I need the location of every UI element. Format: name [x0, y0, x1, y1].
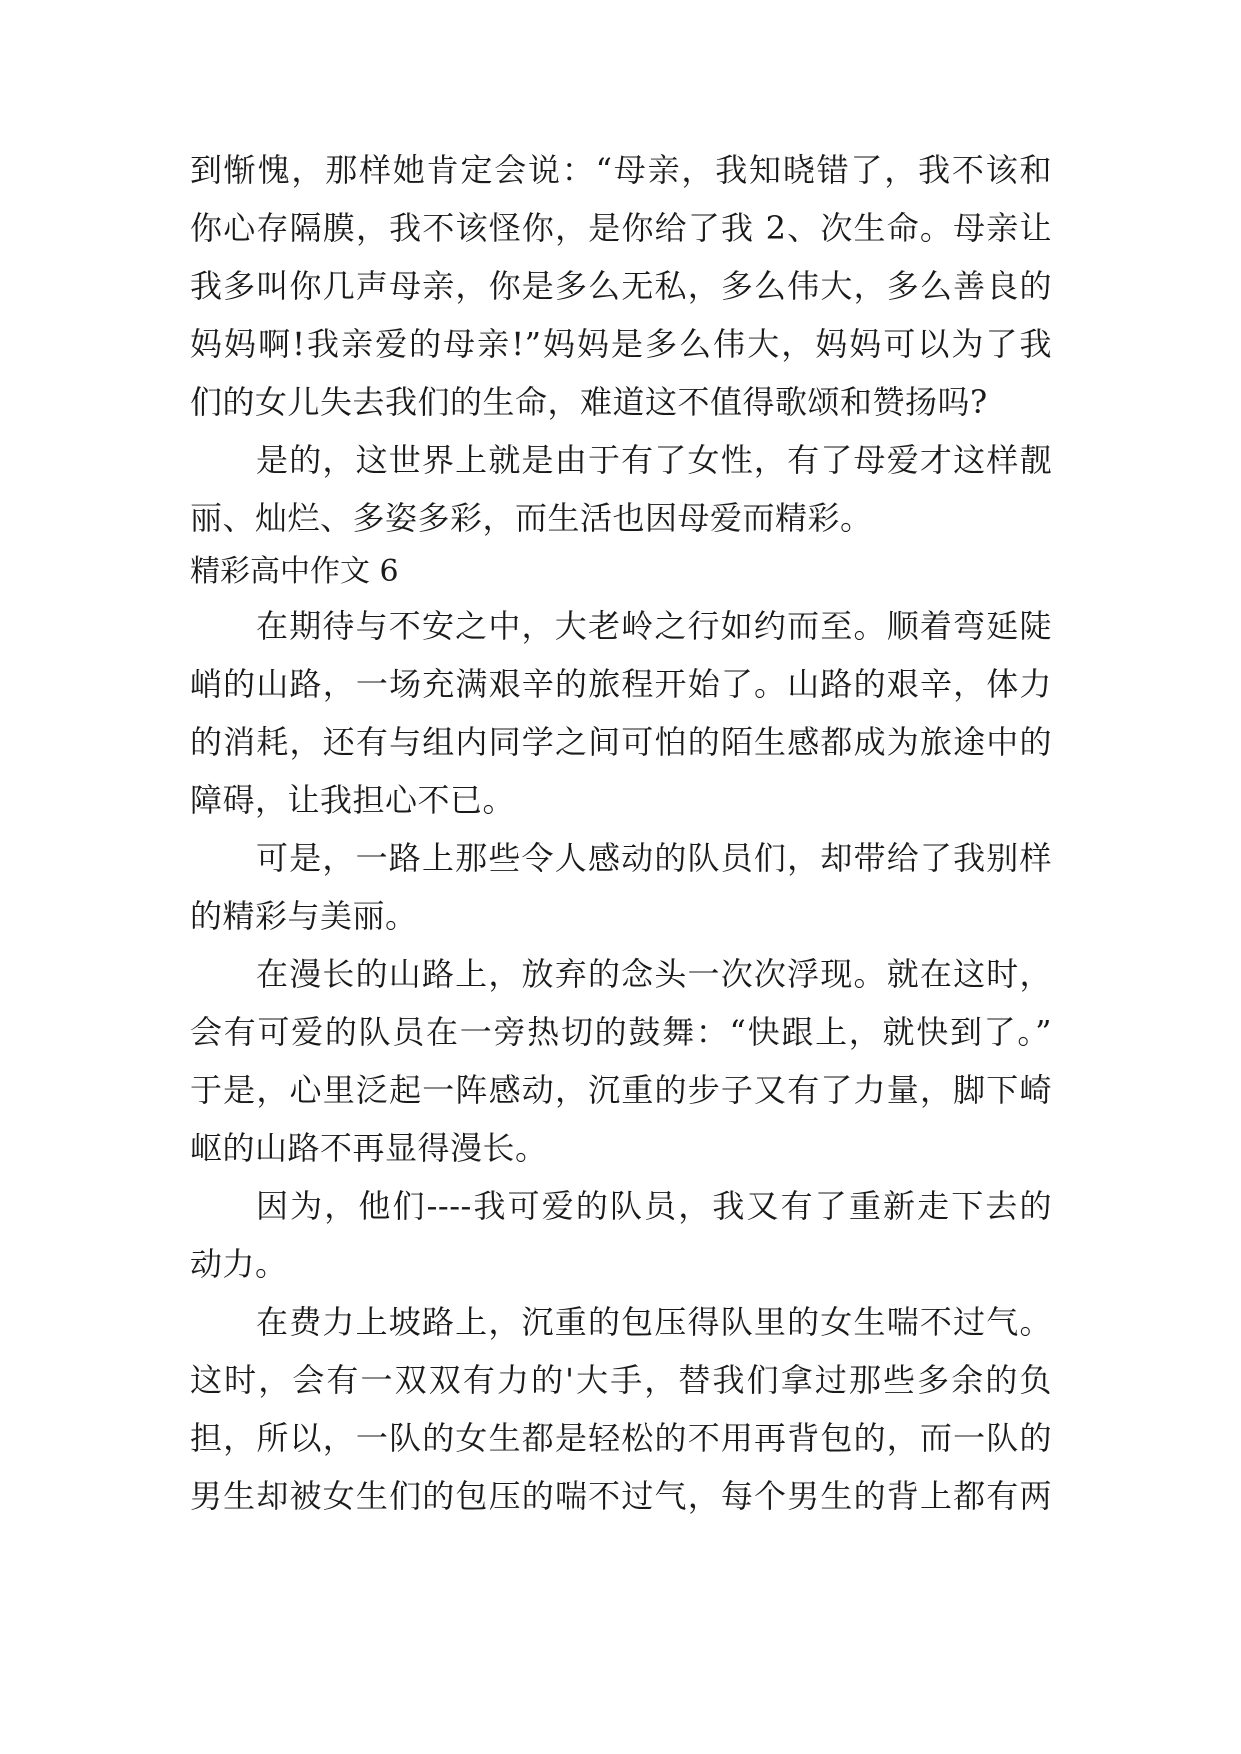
- text-line: 会有可爱的队员在一旁热切的鼓舞：“快跟上，就快到了。”: [190, 1013, 1052, 1051]
- text-line: 峭的山路，一场充满艰辛的旅程开始了。山路的艰辛，体力: [190, 665, 1052, 703]
- paragraph-first-line: 可是，一路上那些令人感动的队员们，却带给了我别样: [256, 839, 1052, 877]
- text-line: 担，所以，一队的女生都是轻松的不用再背包的，而一队的: [190, 1419, 1052, 1457]
- paragraph-first-line: 在漫长的山路上，放弃的念头一次次浮现。就在这时，: [256, 955, 1052, 993]
- section-heading: 精彩高中作文 6: [190, 554, 399, 589]
- text-line: 我多叫你几声母亲，你是多么无私，多么伟大，多么善良的: [190, 267, 1052, 305]
- text-line: 到惭愧，那样她肯定会说：“母亲，我知晓错了，我不该和: [190, 151, 1052, 189]
- text-line: 丽、灿烂、多姿多彩，而生活也因母爱而精彩。: [190, 499, 873, 537]
- text-line: 男生却被女生们的包压的喘不过气，每个男生的背上都有两: [190, 1477, 1052, 1515]
- text-line: 你心存隔膜，我不该怪你，是你给了我 2、次生命。母亲让: [190, 209, 1052, 247]
- text-line: 这时，会有一双双有力的'大手，替我们拿过那些多余的负: [190, 1361, 1052, 1399]
- paragraph-first-line: 在期待与不安之中，大老岭之行如约而至。顺着弯延陡: [256, 607, 1052, 645]
- paragraph-first-line: 在费力上坡路上，沉重的包压得队里的女生喘不过气。: [256, 1303, 1052, 1341]
- paragraph-first-line: 是的，这世界上就是由于有了女性，有了母爱才这样靓: [256, 441, 1052, 479]
- paragraph-first-line: 因为，他们----我可爱的队员，我又有了重新走下去的: [256, 1187, 1052, 1225]
- text-line: 的消耗，还有与组内同学之间可怕的陌生感都成为旅途中的: [190, 723, 1052, 761]
- text-line: 们的女儿失去我们的生命，难道这不值得歌颂和赞扬吗?: [190, 383, 988, 421]
- text-line: 妈妈啊!我亲爱的母亲!”妈妈是多么伟大，妈妈可以为了我: [190, 325, 1052, 363]
- text-line: 动力。: [190, 1245, 288, 1283]
- text-line: 的精彩与美丽。: [190, 897, 418, 935]
- text-line: 于是，心里泛起一阵感动，沉重的步子又有了力量，脚下崎: [190, 1071, 1052, 1109]
- text-line: 障碍，让我担心不已。: [190, 781, 516, 819]
- text-line: 岖的山路不再显得漫长。: [190, 1129, 548, 1167]
